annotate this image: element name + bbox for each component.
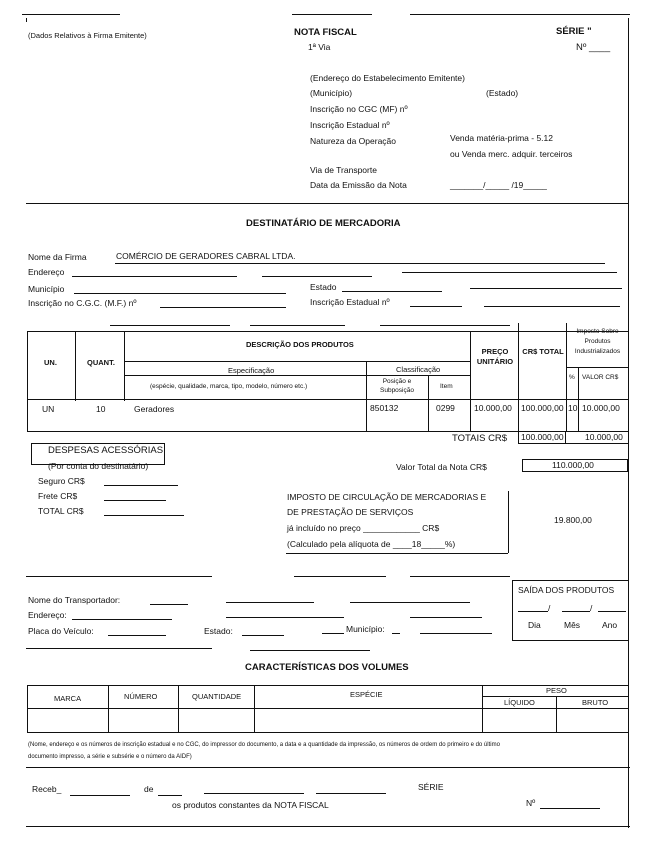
vol-bruto: BRUTO [582, 698, 609, 707]
row-pct: 10 [568, 403, 578, 413]
mid-rule-right [410, 576, 510, 577]
col-quant [124, 331, 125, 401]
top-rule-left [22, 14, 120, 15]
saida-title: SAÍDA DOS PRODUTOS [518, 585, 615, 595]
transp-nome-label: Nome do Transportador: [28, 595, 121, 605]
municipio-label: Município [28, 284, 65, 294]
vol-peso: PESO [546, 686, 567, 695]
data-emissao-field[interactable]: _______/_____ /19_____ [450, 180, 547, 190]
cgc-label: Inscrição no C.G.C. (M.F.) nº [28, 298, 137, 308]
pre-table-line-1 [110, 325, 230, 326]
ipi-subrule [566, 367, 628, 368]
vol-rule-mid [250, 650, 370, 651]
transp-endereco-line-2 [226, 617, 344, 618]
volumes-header-bottom [27, 708, 629, 709]
transp-nome-line-3 [350, 602, 470, 603]
cgc-line [160, 307, 286, 308]
endereco-line-2 [262, 276, 372, 277]
totais-ipi-line [566, 443, 629, 444]
saida-ano: Ano [602, 620, 618, 630]
row-total: 100.000,00 [521, 403, 564, 413]
vol-liquido: LÍQUIDO [504, 698, 535, 707]
natureza-value-1: Venda matéria-prima - 5.12 [450, 133, 553, 143]
doc-title: NOTA FISCAL [294, 27, 357, 38]
recibo-line-4 [316, 793, 386, 794]
recibo-de: de [144, 784, 154, 794]
esp-subrule [124, 375, 470, 376]
th-esp-detail: (espécie, qualidade, marca, tipo, modelo, número etc.) [150, 383, 308, 390]
th-valor-cr: VALOR CR$ [582, 374, 619, 381]
th-item: Item [440, 383, 453, 390]
footnote-line-1: (Nome, endereço e os números de inscrição estadual e no CGC, do impressor do documento, a data e a quantidade da impressão, os números de ordem do primeiro e do último [28, 742, 500, 748]
transp-municipio-line-2 [420, 633, 492, 634]
transp-nome-line-2 [226, 602, 314, 603]
recibo-numero-line[interactable] [540, 808, 600, 809]
transp-estado-label: Estado: [204, 626, 233, 636]
frame-tick [26, 18, 27, 22]
icms-line-2: DE PRESTAÇÃO DE SERVIÇOS [287, 507, 414, 517]
footnote-rule [26, 767, 630, 768]
th-preco: PREÇO UNITÁRIO [476, 347, 514, 366]
transp-placa-label: Placa do Veículo: [28, 626, 94, 636]
transp-endereco-line-1[interactable] [72, 619, 172, 620]
valor-total-value: 110.000,00 [552, 460, 594, 470]
top-rule-right [410, 14, 630, 15]
issuer-cgc: Inscrição no CGC (MF) nº [310, 104, 408, 114]
header-row-bottom [27, 399, 629, 400]
despesas-subtitle: (Por conta do destinatário) [48, 461, 149, 471]
despesas-title: DESPESAS ACESSÓRIAS [48, 445, 164, 456]
via-transporte: Via de Transporte [310, 165, 377, 175]
th-descricao: DESCRIÇÃO DOS PRODUTOS [246, 340, 354, 349]
col-un [75, 331, 76, 401]
volumes-table [27, 685, 629, 733]
saida-mes-line[interactable] [562, 611, 590, 612]
th-especificacao: Especificação [228, 366, 275, 375]
issuer-municipio: (Município) [310, 88, 353, 98]
municipio-line [74, 293, 286, 294]
vol-especie: ESPÉCIE [350, 690, 383, 699]
mid-rule-left [26, 576, 212, 577]
vol-peso-rule [482, 696, 629, 697]
header-divider [26, 203, 628, 204]
saida-slash-2: / [590, 603, 593, 613]
volumes-title: CARACTERÍSTICAS DOS VOLUMES [245, 662, 409, 673]
row-descricao: Geradores [134, 404, 175, 414]
endereco-label: Endereço [28, 267, 65, 277]
nome-line [115, 263, 605, 264]
vol-col-3 [254, 685, 255, 733]
col-posicao [366, 361, 367, 431]
nome-firma-value[interactable]: COMÉRCIO DE GERADORES CABRAL LTDA. [116, 251, 296, 261]
valor-total-label: Valor Total da Nota CR$ [396, 462, 487, 472]
transp-estado-line[interactable] [242, 635, 284, 636]
natureza-value-2: ou Venda merc. adquir. terceiros [450, 149, 573, 159]
col-preco [470, 331, 471, 432]
recibo-line-3 [204, 793, 304, 794]
vol-numero: NÚMERO [124, 692, 158, 701]
issuer-ie: Inscrição Estadual nº [310, 120, 390, 130]
saida-dia-line[interactable] [518, 611, 548, 612]
seguro-label: Seguro CR$ [38, 476, 85, 486]
recibo-produtos: os produtos constantes da NOTA FISCAL [172, 800, 329, 810]
transp-endereco-label: Endereço: [28, 610, 67, 620]
saida-mes: Mês [564, 620, 581, 630]
vol-col-5 [556, 696, 557, 733]
totais-total: 100.000,00 [521, 432, 564, 442]
endereco-line-3 [402, 272, 617, 273]
totais-ipi: 10.000,00 [585, 432, 623, 442]
numero-label: Nº ____ [576, 42, 611, 53]
icms-line-3: já incluído no preço ____________ CR$ [287, 523, 440, 533]
recibo-line-1[interactable] [70, 795, 130, 796]
transp-municipio-pre [322, 633, 344, 634]
via-label: 1ª Via [308, 42, 331, 52]
estado-label: Estado [310, 282, 337, 292]
natureza-label: Natureza da Operação [310, 136, 396, 146]
vol-marca: MARCA [54, 694, 82, 703]
transp-municipio-label: Município: [346, 624, 385, 634]
vol-col-2 [178, 685, 179, 733]
transp-endereco-line-3 [410, 617, 482, 618]
destinatario-title: DESTINATÁRIO DE MERCADORIA [246, 218, 401, 229]
recibo-receb: Receb_ [32, 784, 62, 794]
vol-quantidade: QUANTIDADE [192, 692, 242, 701]
vol-rule-left [26, 648, 212, 649]
th-ipi: Imposto Sobre Produtos Industrializados [574, 328, 621, 355]
icms-bottom [286, 553, 508, 554]
mid-rule-mid [294, 576, 386, 577]
total-line[interactable] [104, 515, 184, 516]
endereco-line-1 [72, 276, 237, 277]
issuer-estado: (Estado) [486, 88, 519, 98]
footnote-line-2: documento impresso, a série e subsérie e o número da AIDF) [28, 754, 192, 760]
recibo-line-2[interactable] [158, 795, 182, 796]
ie-line [410, 306, 462, 307]
ie-line-2 [484, 306, 620, 307]
th-quant: QUANT. [87, 358, 115, 367]
row-valor: 10.000,00 [582, 403, 620, 413]
th-un: UN. [44, 358, 57, 367]
estado-line [342, 291, 442, 292]
row-preco: 10.000,00 [474, 403, 512, 413]
icms-divider [508, 491, 509, 553]
estado-line-2 [470, 288, 622, 289]
nome-firma-label: Nome da Firma [28, 252, 87, 262]
th-pct: % [569, 374, 575, 381]
transp-nome-line-1[interactable] [150, 604, 188, 605]
icms-line-4: (Calculado pela alíquota de ____18_____%) [287, 539, 456, 549]
desc-subrule [124, 361, 470, 362]
serie-label: SÉRIE " [556, 26, 592, 37]
vol-col-4 [482, 685, 483, 733]
totais-label: TOTAIS CR$ [452, 433, 508, 444]
row-quant: 10 [96, 404, 106, 414]
saida-ano-line[interactable] [598, 611, 626, 612]
th-posicao: Posição e Subposição [380, 378, 414, 394]
top-rule-mid [292, 14, 372, 15]
frete-line[interactable] [104, 500, 166, 501]
row-item: 0299 [436, 403, 455, 413]
th-classificacao: Classificação [396, 365, 441, 374]
col-total [518, 323, 519, 432]
total-label: TOTAL CR$ [38, 506, 84, 516]
pre-table-line-3 [380, 325, 510, 326]
pre-table-line-2 [250, 325, 345, 326]
icms-value: 19.800,00 [554, 515, 592, 525]
th-cr-total: CR$ TOTAL [522, 347, 564, 356]
row-posicao: 850132 [370, 403, 399, 413]
saida-slash-1: / [548, 603, 551, 613]
transp-municipio-line[interactable] [392, 633, 400, 634]
bottom-rule [26, 826, 630, 827]
col-item [428, 375, 429, 432]
icms-line-1: IMPOSTO DE CIRCULAÇÃO DE MERCADORIAS E [287, 492, 487, 502]
vol-col-1 [108, 685, 109, 733]
frete-label: Frete CR$ [38, 491, 78, 501]
data-emissao-label: Data da Emissão da Nota [310, 180, 407, 190]
transp-placa-line[interactable] [108, 635, 166, 636]
recibo-serie: SÉRIE [418, 782, 444, 792]
issuer-address: (Endereço do Estabelecimento Emitente) [310, 73, 465, 83]
seguro-line[interactable] [104, 485, 178, 486]
ie-label: Inscrição Estadual nº [310, 297, 390, 307]
recibo-numero: Nº [526, 798, 536, 808]
saida-dia: Dia [528, 620, 541, 630]
issuer-note: (Dados Relativos à Firma Emitente) [28, 31, 147, 40]
row-un: UN [42, 404, 55, 414]
